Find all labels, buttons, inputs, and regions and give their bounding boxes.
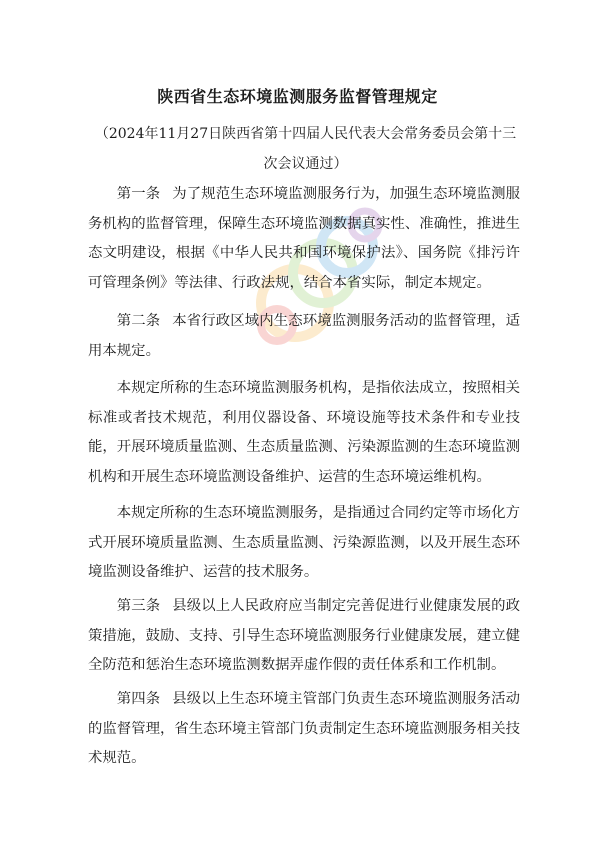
article-number: 第二条: [116, 313, 161, 329]
article-text: 本省行政区域内生态环境监测服务活动的监督管理，适用本规定。: [88, 313, 520, 359]
paragraph-definition-service: [88, 499, 520, 588]
article-3: [88, 592, 520, 681]
paragraph-definition-institution: [88, 374, 520, 492]
article-number: 第一条: [116, 186, 161, 202]
paragraph-text: 本规定所称的生态环境监测服务机构，是指依法成立，按照相关标准或者技术规范，利用仪器设备、环境设施等技术条件和专业技能，开展环境质量监测、生态质量监测、污染源监测的生态环境监测机构和开展生态环境监测设备维护、运营的生态环境运维机构。: [88, 380, 520, 485]
article-text: 县级以上人民政府应当制定完善促进行业健康发展的政策措施，鼓励、支持、引导生态环境监测服务行业健康发展，建立健全防范和惩治生态环境监测数据弄虚作假的责任体系和工作机制。: [88, 598, 520, 673]
article-text: 县级以上生态环境主管部门负责生态环境监测服务活动的监督管理，省生态环境主管部门负责制定生态环境监测服务相关技术规范。: [88, 691, 520, 766]
article-2: [88, 307, 520, 366]
article-number: 第三条: [116, 598, 161, 614]
document-subtitle: （2024年11月27日陕西省第十四届人民代表大会常务委员会第十三次会议通过）: [94, 126, 517, 172]
article-1: [88, 180, 520, 298]
article-text: 为了规范生态环境监测服务行为，加强生态环境监测服务机构的监督管理，保障生态环境监测数据真实性、准确性，推进生态文明建设，根据《中华人民共和国环境保护法》、国务院《排污许可管理条例》等法律、行政法规，结合本省实际，制定本规定。: [88, 186, 520, 291]
article-4: [88, 685, 520, 774]
article-number: 第四条: [116, 691, 161, 707]
paragraph-text: 本规定所称的生态环境监测服务，是指通过合同约定等市场化方式开展环境质量监测、生态质量监测、污染源监测，以及开展生态环境监测设备维护、运营的技术服务。: [88, 505, 520, 580]
document-title: 陕西省生态环境监测服务监督管理规定: [157, 87, 438, 106]
